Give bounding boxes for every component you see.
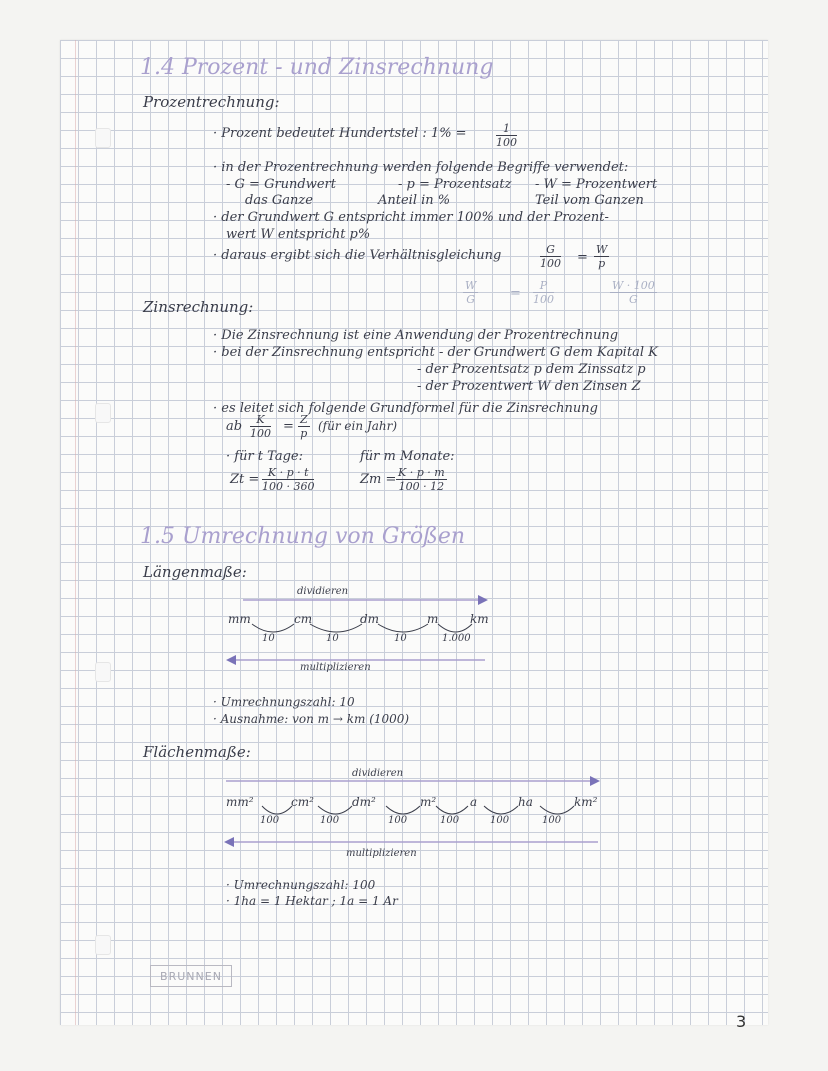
monate-label: für m Monate:	[360, 449, 455, 464]
laenge-factor: 1.000	[442, 633, 471, 644]
laenge-multiplizieren-label: multiplizieren	[300, 662, 371, 673]
section-1-4-title: 1.4 Prozent - und Zinsrechnung	[140, 55, 494, 80]
desc-anteil: Anteil in %	[378, 193, 451, 208]
zins-line-1: · Die Zinsrechnung ist eine Anwendung der Prozentrechnung	[213, 328, 619, 343]
flaeche-arc	[318, 806, 352, 814]
bullet-verhaeltnisgleichung: · daraus ergibt sich die Verhältnisgleichung	[213, 248, 502, 263]
laenge-multiply-arrow-head	[226, 655, 236, 665]
flaeche-multiplizieren-label: multiplizieren	[346, 848, 417, 859]
ratio-100: 100	[540, 257, 561, 270]
formula-k: K	[250, 413, 271, 427]
tage-denominator: 100 · 360	[262, 480, 315, 493]
laenge-unit-km: km	[470, 612, 489, 626]
bullet-begriffe: · in der Prozentrechnung werden folgende Begriffe verwendet:	[213, 160, 629, 175]
term-prozentwert: - W = Prozentwert	[535, 177, 658, 192]
zins-line-4: - der Prozentwert W den Zinsen Z	[417, 379, 641, 394]
flaeche-unit-dm2: dm²	[352, 795, 376, 809]
bullet-prozent-definition: · Prozent bedeutet Hundertstel : 1% =	[213, 126, 467, 141]
flaeche-unit-cm2: cm²	[291, 795, 314, 809]
laenge-factor: 10	[326, 633, 339, 644]
bullet-grundwert-line2: wert W entspricht p%	[226, 227, 371, 242]
laenge-arc	[310, 624, 362, 632]
laenge-unit-mm: mm	[228, 612, 251, 626]
desc-das-ganze: das Ganze	[245, 193, 313, 208]
flaechenmasse-heading: Flächenmaße:	[143, 743, 251, 761]
zinsrechnung-heading: Zinsrechnung:	[143, 298, 254, 316]
zins-line-3: - der Prozentsatz p dem Zinssatz p	[417, 362, 646, 377]
flaeche-unit-mm2: mm²	[226, 795, 254, 809]
flaeche-factor: 100	[440, 815, 460, 826]
tage-lhs: Zt =	[230, 472, 260, 487]
formula-equals: =	[283, 419, 294, 434]
faint-equals: =	[510, 286, 521, 301]
laenge-arc	[378, 624, 428, 632]
flaeche-arc	[540, 806, 574, 814]
faint-w100: W · 100	[612, 279, 655, 292]
laenge-unit-dm: dm	[360, 612, 380, 626]
laenge-arc	[252, 624, 294, 632]
formula-note: (für ein Jahr)	[318, 419, 397, 433]
flaeche-unit-km2: km²	[574, 795, 598, 809]
faint-g2: G	[629, 293, 638, 306]
laenge-factor: 10	[394, 633, 407, 644]
prozentrechnung-heading: Prozentrechnung:	[143, 93, 280, 111]
faint-w: W	[465, 279, 477, 292]
ratio-g: G	[540, 243, 561, 257]
flaeche-divide-arrow-head	[590, 776, 600, 786]
flaeche-factor: 100	[260, 815, 280, 826]
desc-teil-vom-ganzen: Teil vom Ganzen	[535, 193, 644, 208]
flaeche-arc	[484, 806, 518, 814]
monate-numerator: K · p · m	[398, 466, 445, 479]
tage-numerator: K · p · t	[262, 466, 314, 480]
equals-sign: =	[577, 250, 588, 265]
laenge-note-umrechnungszahl: · Umrechnungszahl: 10	[213, 695, 355, 709]
flaeche-factor: 100	[320, 815, 340, 826]
monate-lhs: Zm =	[360, 472, 397, 487]
term-grundwert: - G = Grundwert	[226, 177, 336, 192]
section-1-5-title: 1.5 Umrechnung von Größen	[140, 524, 466, 549]
formula-100: 100	[250, 427, 271, 440]
laenge-factor: 10	[262, 633, 275, 644]
laenge-dividieren-label: dividieren	[297, 586, 349, 597]
formula-z: Z	[300, 413, 308, 426]
flaeche-arc	[386, 806, 420, 814]
ratio-p: p	[598, 257, 606, 270]
fraction-denominator: 100	[496, 136, 517, 149]
flaeche-unit-a: a	[470, 795, 478, 809]
monate-denominator: 100 · 12	[398, 480, 445, 493]
tage-label: · für t Tage:	[226, 449, 303, 464]
flaeche-factor: 100	[542, 815, 562, 826]
brand-text: BRUNNEN	[160, 969, 222, 983]
flaeche-arc	[262, 806, 292, 814]
brunnen-logo	[150, 965, 232, 987]
laenge-unit-cm: cm	[294, 612, 313, 626]
flaeche-note-umrechnungszahl: · Umrechnungszahl: 100	[226, 878, 376, 892]
flaeche-arc	[436, 806, 468, 814]
zins-line-6: ab	[226, 419, 243, 434]
fraction-numerator: 1	[496, 122, 517, 136]
flaeche-multiply-arrow-head	[224, 837, 234, 847]
flaeche-factor: 100	[490, 815, 510, 826]
flaeche-unit-ha: ha	[518, 795, 533, 809]
flaeche-unit-m2: m²	[420, 795, 437, 809]
zins-line-5: · es leitet sich folgende Grundformel für die Zinsrechnung	[213, 401, 598, 416]
flaeche-factor: 100	[388, 815, 408, 826]
formula-p: p	[300, 427, 308, 440]
laenge-divide-arrow-head	[478, 595, 488, 605]
page-number: 3	[736, 1012, 747, 1031]
ratio-w: W	[596, 243, 608, 256]
faint-100: 100	[533, 293, 554, 306]
faint-p: P	[533, 279, 554, 293]
faint-g: G	[466, 293, 476, 306]
bullet-grundwert-line1: · der Grundwert G entspricht immer 100% und der Prozent-	[213, 210, 609, 225]
laengenmasse-heading: Längenmaße:	[143, 563, 247, 581]
laenge-note-ausnahme: · Ausnahme: von m → km (1000)	[213, 712, 410, 726]
flaeche-note-hektar-ar: · 1ha = 1 Hektar ; 1a = 1 Ar	[226, 894, 398, 908]
laenge-unit-m: m	[427, 612, 439, 626]
zins-line-2: · bei der Zinsrechnung entspricht - der Grundwert G dem Kapital K	[213, 345, 658, 360]
term-prozentsatz: - p = Prozentsatz	[398, 177, 512, 192]
laenge-arc	[438, 624, 472, 632]
flaeche-dividieren-label: dividieren	[352, 768, 404, 779]
